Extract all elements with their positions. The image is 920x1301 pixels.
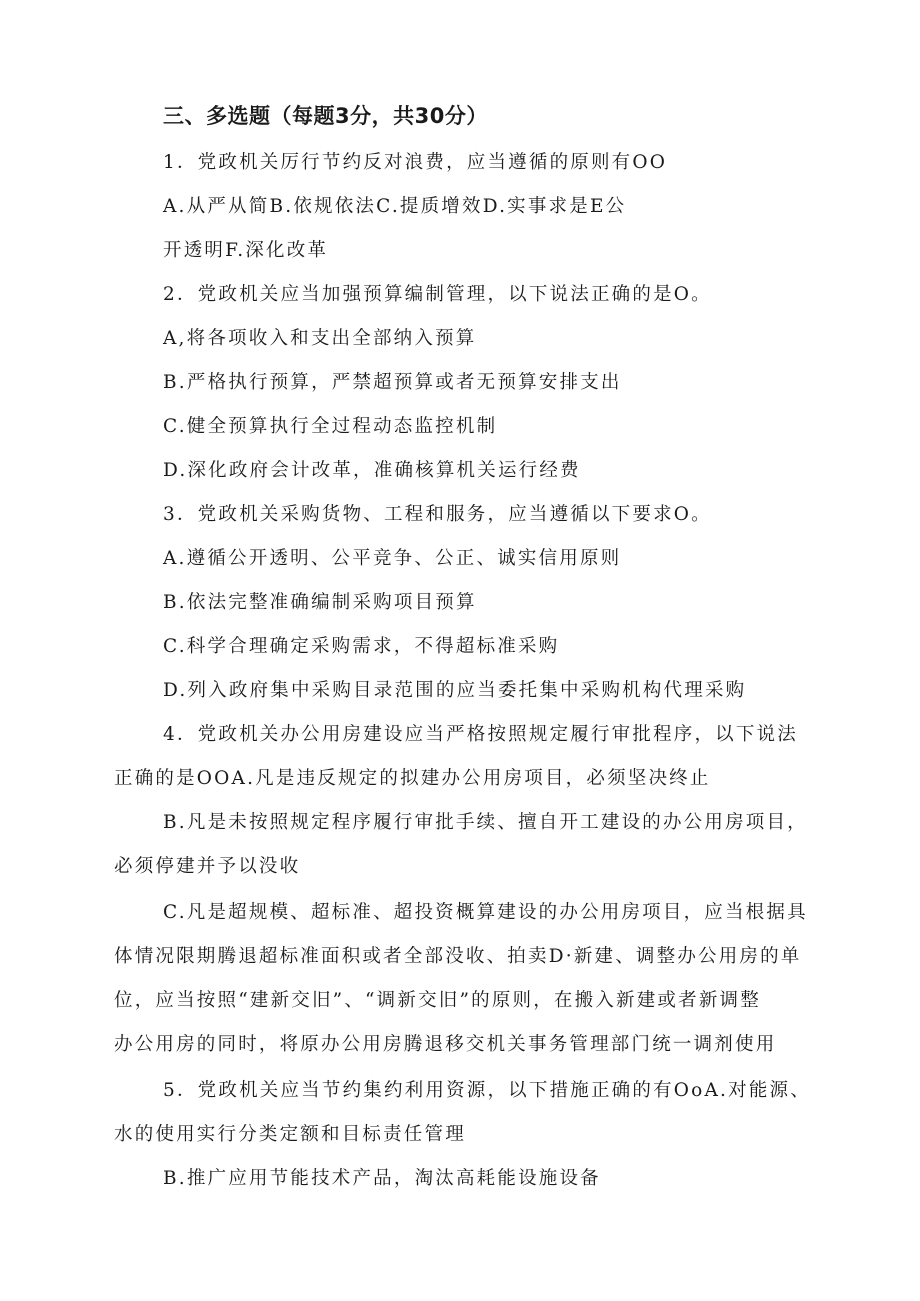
question-4-option-b-cont: 必须停建并予以没收 [114,856,301,877]
question-2-option-b: B.严格执行预算，严禁超预算或者无预算安排支出 [163,372,622,393]
question-1: 1．党政机关厉行节约反对浪费，应当遵循的原则有OO [163,152,668,173]
question-4-option-d-cont: 办公用房的同时，将原办公用房腾退移交机关事务管理部门统一调剂使用 [114,1034,777,1055]
question-5-cont: 水的使用实行分类定额和目标责任管理 [114,1124,466,1145]
question-5: 5．党政机关应当节约集约利用资源，以下措施正确的有OoA.对能源、 [163,1080,811,1101]
question-4-cont: 正确的是OOA.凡是违反规定的拟建办公用房项目，必须坚决终止 [114,768,711,789]
question-2-option-d: D.深化政府会计改革，准确核算机关运行经费 [163,460,581,481]
question-4: 4．党政机关办公用房建设应当严格按照规定履行审批程序，以下说法 [163,724,798,745]
question-3: 3．党政机关采购货物、工程和服务，应当遵循以下要求O。 [163,504,712,525]
question-2-option-c: C.健全预算执行全过程动态监控机制 [163,416,498,437]
question-3-option-a: A.遵循公开透明、公平竞争、公正、诚实信用原则 [163,548,622,569]
question-4-option-c-cont: 体情况限期腾退超标准面积或者全部没收、拍卖D·新建、调整办公用房的单 [114,946,802,967]
question-4-option-c: C.凡是超规模、超标准、超投资概算建设的办公用房项目，应当根据具 [163,902,808,923]
section-title: 三、多选题（每题3分，共30分） [163,104,488,128]
question-3-option-d: D.列入政府集中采购目录范围的应当委托集中采购机构代理采购 [163,680,747,701]
question-3-option-b: B.依法完整准确编制采购项目预算 [163,592,477,613]
question-1-options: A.从严从简B.依规依法C.提质增效D.实事求是E公 [163,196,627,217]
question-1-options-cont: 开透明F.深化改革 [163,240,329,261]
question-4-option-d: 位，应当按照“建新交旧”、“调新交旧”的原则，在搬入新建或者新调整 [114,990,761,1011]
question-4-option-b: B.凡是未按照规定程序履行审批手续、擅自开工建设的办公用房项目， [163,812,808,833]
question-3-option-c: C.科学合理确定采购需求，不得超标准采购 [163,636,560,657]
question-2-option-a: A,将各项收入和支出全部纳入预算 [163,328,477,349]
question-5-option-b: B.推广应用节能技术产品，淘汰高耗能设施设备 [163,1168,601,1189]
question-2: 2．党政机关应当加强预算编制管理，以下说法正确的是O。 [163,284,712,305]
